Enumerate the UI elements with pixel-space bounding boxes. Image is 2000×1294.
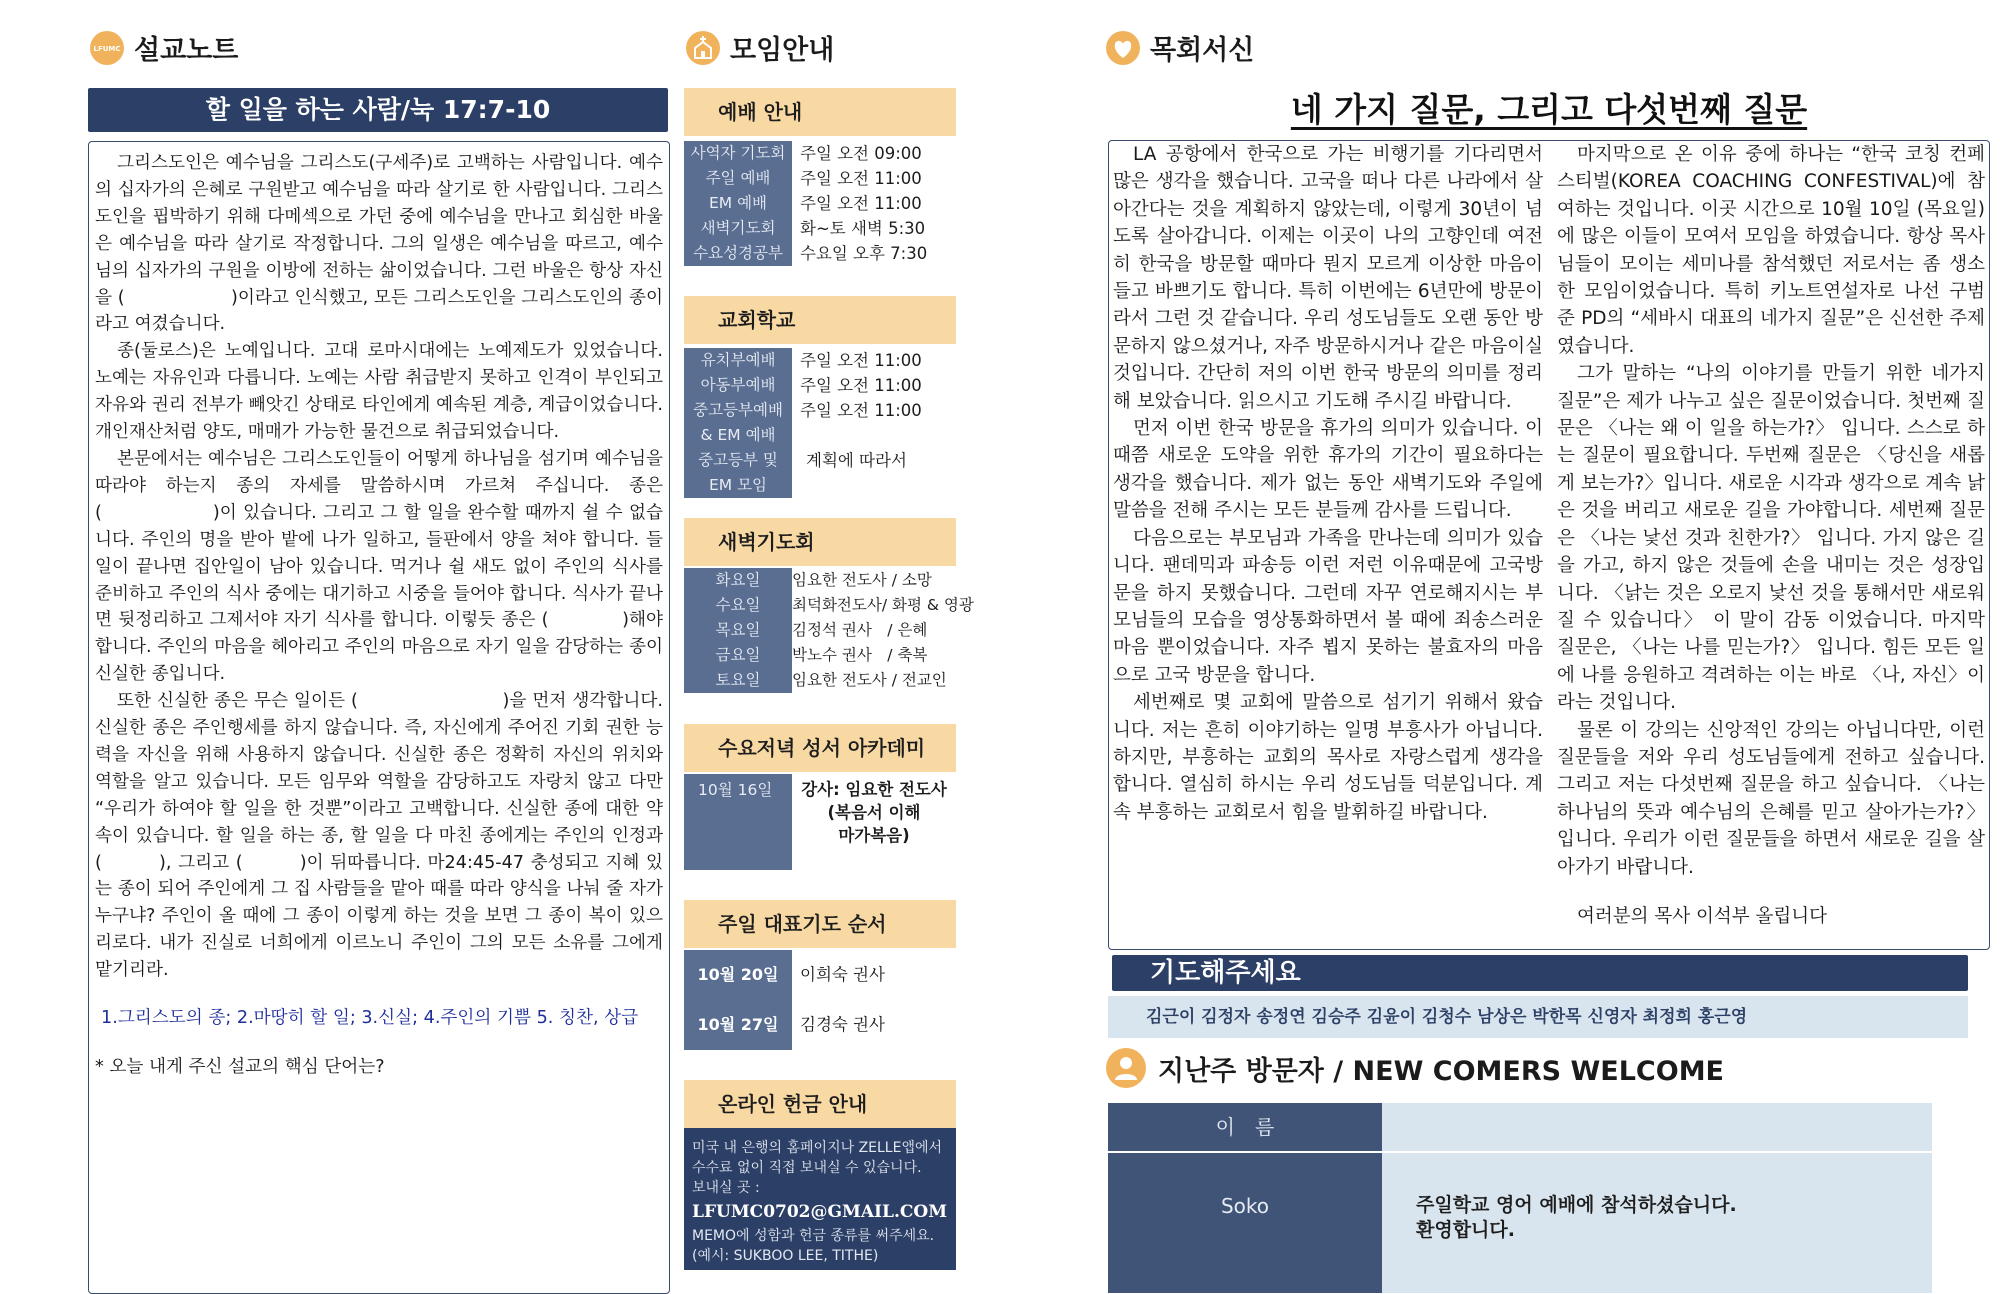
rep-prayer-date: 10월 20일	[684, 950, 792, 1000]
sermon-notes-box	[88, 141, 670, 1294]
church-logo-icon	[90, 31, 124, 65]
sermon-key-answers: 1.그리스도의 종; 2.마땅히 할 일; 3.신실; 4.주인의 기쁨 5. 칭찬, 상급	[101, 1008, 639, 1029]
academy-date: 10월 16일	[684, 774, 792, 870]
pastor-letter-box	[1108, 140, 1990, 950]
school-row-label: 유치부예배	[684, 348, 792, 373]
worship-row-label: 사역자 기도회	[684, 141, 792, 166]
school-row-label: 아동부예배	[684, 373, 792, 398]
sermon-paragraph: 본문에서는 예수님은 그리스도인들이 어떻게 하나님을 섬기며 예수님을 따라야 하는지 종의 자세를 말씀하시며 가르쳐 주십니다. 종은 ( )이 있습니다. 그리고 그 할 일을 완수할 때까지 쉴 수 없습니다. 주인의 명을 받아 밭에 나가 일하고, 들판에서 양을 쳐야 합니다. 들일이 끝나면 집안일이 남아 있습니다. 먹거나 쉴 새도 없이 주인의 식사를 준비하고 주인의 식사 중에는 대기하고 시중을 들어야 합니다. 식사가 끝나면 뒷정리하고 그제서야 자기 식사를 합니다. 이렇듯 종은 ( )해야 합니다. 주인의 마음을 헤아리고 주인의 마음으로 자기 일을 감당하는 종이 신실한 종입니다.	[95, 448, 663, 685]
church-school-table	[684, 344, 956, 498]
sermon-paragraph: 또한 신실한 종은 무슨 일이든 ( )을 먼저 생각합니다. 신실한 종은 주인행세를 하지 않습니다. 즉, 자신에게 주어진 기회 권한 능력을 자신을 위해 사용하지 않습니다. 신실한 종은 정확히 자신의 위치와 역할을 알고 있습니다. 모든 임무와 역할을 감당하고도 자랑치 않고 다만 “우리가 하여야 할 일을 한 것뿐”이라고 고백합니다. 신실한 종에 대한 약속이 있습니다. 할 일을 하는 종, 할 일을 다 마친 종에게는 주인의 인정과 ( ), 그리고 ( )이 뒤따릅니다. 마24:45-47 충성되고 지혜 있는 종이 되어 주인에게 그 집 사람들을 맡아 때를 따라 양식을 나눠 줄 자가 누구냐? 주인이 올 때에 그 종이 이렇게 하는 것을 보면 그 종이 복이 있으리로다. 내가 진실로 너희에게 이르노니 주인이 그의 모든 소유를 그에게 맡기리라.	[95, 691, 663, 981]
letter-right-column	[1557, 141, 1985, 930]
worship-info-title: 예배 안내	[684, 88, 956, 136]
worship-row-label: 주일 예배	[684, 166, 792, 191]
prayer-request-header: 기도해주세요	[1112, 955, 1968, 991]
offering-info-panel	[684, 1128, 956, 1270]
offering-line: 미국 내 은행의 홈페이지나 ZELLE앱에서	[692, 1140, 943, 1156]
school-row-value: 주일 오전 11:00	[800, 351, 922, 370]
dawn-row-value: 임요한 전도사 / 전교인	[792, 671, 947, 689]
visitor-name: Soko	[1108, 1153, 1382, 1293]
offering-title: 온라인 헌금 안내	[684, 1080, 956, 1128]
rep-prayer-name: 김경숙 권사	[800, 1015, 885, 1034]
visitor-name-header-cell	[1382, 1103, 1932, 1151]
dawn-row-value: 김정석 권사 / 은혜	[792, 621, 928, 639]
rep-prayer-date: 10월 27일	[684, 1000, 792, 1050]
letter-paragraph: 세번째로 몇 교회에 말씀으로 섬기기 위해서 왔습니다. 저는 흔히 이야기하는 일명 부흥사가 아닙니다. 하지만, 부흥하는 교회의 목사로 자랑스럽게 생각을 합니다. 열심히 하시는 우리 성도님들 덕분입니다. 계속 부흥하는 교회로서 힘을 발휘하길 바랍니다.	[1113, 692, 1543, 823]
sermon-paragraph: 그리스도인은 예수님을 그리스도(구세주)로 고백하는 사람입니다. 예수의 십자가의 은혜로 구원받고 예수님을 따라 살기로 한 사람입니다. 그리스도인을 핍박하기 위해 다메섹으로 가던 중에 예수님을 만나고 회심한 바울은 예수님을 따라 살기로 작정합니다. 그의 일생은 예수님을 따르고, 예수님의 십자가의 구원을 이방에 전하는 삶이었습니다. 그런 바울은 항상 자신을 ( )이라고 인식했고, 모든 그리스도인을 그리스도인의 종이라고 여겼습니다.	[95, 153, 663, 335]
academy-speaker: 강사: 임요한 전도사	[801, 780, 947, 799]
academy-details	[792, 774, 956, 870]
offering-line: 보내실 곳 :	[692, 1180, 760, 1196]
academy-title: 수요저녁 성서 아카데미	[684, 724, 956, 772]
visitor-name-label: 이 름	[1108, 1103, 1382, 1151]
letter-paragraph: 그가 말하는 “나의 이야기를 만들기 위한 네가지 질문”은 제가 나누고 싶은 질문이었습니다. 첫번째 질문은 〈나는 왜 이 일을 하는가?〉 입니다. 스스로 하는 질문이 필요합니다. 두번째 질문은 〈당신을 새롭게 보는가?〉입니다. 새로운 시각과 생각으로 계속 낡은 것을 버리고 새로운 길을 가야합니다. 세번째 질문은 〈나는 낯선 것과 친한가?〉 입니다. 가지 않은 길을 가고, 하지 않은 것들에 손을 내미는 것은 성장입니다. 〈낡는 것은 오로지 낯선 것을 통해서만 새로워질 수 있습니다〉 이 말이 감동 이었습니다. 마지막 질문은, 〈나는 나를 믿는가?〉 입니다. 힘든 모든 일에 나를 응원하고 격려하는 이는 바로 〈나, 자신〉이라는 것입니다.	[1557, 363, 1985, 714]
pastor-section-header	[1106, 28, 1254, 67]
sermon-title: 할 일을 하는 사람/눅 17:7-10	[88, 88, 668, 132]
worship-info-table	[684, 136, 956, 266]
school-row-value: 주일 오전 11:00	[800, 401, 922, 420]
dawn-row-value: 박노수 권사 / 축복	[792, 646, 928, 664]
dawn-row-value: 최덕화전도사/ 화평 & 영광	[792, 596, 974, 614]
meeting-header-text: 모임안내	[730, 35, 835, 66]
meeting-section-header	[686, 28, 834, 67]
worship-info-block	[684, 88, 956, 266]
worship-row-value: 수요일 오후 7:30	[800, 244, 928, 263]
heart-icon	[1106, 31, 1140, 65]
visitor-table	[1108, 1103, 1932, 1293]
visitor-message	[1382, 1153, 1932, 1293]
dawn-prayer-block	[684, 518, 974, 693]
academy-topic-book: 마가복음)	[838, 826, 910, 845]
academy-block	[684, 724, 956, 870]
rep-prayer-name: 이희숙 권사	[800, 965, 885, 984]
school-row-value: 계획에 따라서	[806, 451, 907, 470]
church-building-icon	[686, 31, 720, 65]
worship-row-value: 주일 오전 11:00	[800, 194, 922, 213]
sermon-key-question: * 오늘 내게 주신 설교의 핵심 단어는?	[95, 1057, 385, 1078]
church-school-title: 교회학교	[684, 296, 956, 344]
school-row-label: 중고등부예배	[684, 398, 792, 423]
worship-row-label: 새벽기도회	[684, 216, 792, 241]
school-row-label: 중고등부 및	[684, 448, 792, 473]
school-row-label: & EM 예배	[684, 423, 792, 448]
person-icon	[1106, 1048, 1146, 1088]
rep-prayer-block	[684, 900, 956, 1050]
dawn-row-label: 금요일	[684, 643, 792, 668]
letter-signature: 여러분의 목사 이석부 올립니다	[1577, 905, 1827, 927]
dawn-prayer-title: 새벽기도회	[684, 518, 956, 566]
sermon-header-text: 설교노트	[134, 35, 239, 66]
rep-prayer-table	[684, 950, 956, 1050]
worship-row-value: 주일 오전 09:00	[800, 144, 922, 163]
prayer-request-names: 김근이 김정자 송정연 김승주 김윤이 김청수 남상은 박한목 신영자 최정희 홍근영	[1108, 996, 1968, 1038]
academy-table	[684, 774, 956, 870]
letter-paragraph: 다음으로는 부모님과 가족을 만나는데 의미가 있습니다. 팬데믹과 파송등 이런 저런 이유때문에 고국방문을 하지 못했습니다. 그런데 자꾸 연로해지시는 부모님들의 모습을 영상통화하면서 볼 때에 죄송스러운 마음 뿐이었습니다. 자주 뵙지 못하는 불효자의 마음으로 고국 방문을 합니다.	[1113, 527, 1543, 686]
offering-line: MEMO에 성함과 헌금 종류를 써주세요.	[692, 1228, 935, 1244]
worship-row-value: 주일 오전 11:00	[800, 169, 922, 188]
dawn-row-label: 목요일	[684, 618, 792, 643]
dawn-row-label: 토요일	[684, 668, 792, 693]
worship-row-value: 화~토 새벽 5:30	[800, 219, 926, 238]
letter-paragraph: 물론 이 강의는 신앙적인 강의는 아닙니다만, 이런 질문들을 저와 우리 성도님들에게 전하고 싶습니다. 그리고 저는 다섯번째 질문을 하고 싶습니다. 〈나는 하나님의 뜻과 예수님의 은혜를 믿고 살아가는가?〉입니다. 우리가 이런 질문들을 하면서 새로운 길을 살아가기 바랍니다.	[1557, 719, 1985, 878]
svg-text:LFUMC: LFUMC	[93, 44, 121, 53]
school-row-label: EM 모임	[684, 473, 792, 498]
offering-line: (예시: SUKBOO LEE, TITHE)	[692, 1248, 879, 1264]
worship-row-label: EM 예배	[684, 191, 792, 216]
pastor-header-text: 목회서신	[1150, 35, 1255, 66]
school-row-value: 주일 오전 11:00	[800, 376, 922, 395]
rep-prayer-title: 주일 대표기도 순서	[684, 900, 956, 948]
dawn-row-label: 수요일	[684, 593, 792, 618]
dawn-prayer-table	[684, 566, 974, 693]
letter-paragraph: LA 공항에서 한국으로 가는 비행기를 기다리면서 많은 생각을 했습니다. 고국을 떠나 다른 나라에서 살아간다는 것을 계획하지 않았는데, 이렇게 30년이 넘도록 살아갑니다. 이제는 이곳이 나의 고향인데 여전히 한국을 방문할 때마다 뭔지 모르게 이상한 마음이 들고 바쁘기도 합니다. 특히 이번에는 6년만에 방문이라서 그런 것 같습니다. 우리 성도님들도 오랜 동안 방문하지 않으셨거나, 자주 방문하시거나 같은 마음이실 것입니다. 간단히 저의 이번 한국 방문의 의미를 정리해 보았습니다. 읽으시고 기도해 주시길 바랍니다.	[1113, 144, 1543, 412]
letter-left-column	[1113, 141, 1543, 826]
worship-row-label: 수요성경공부	[684, 241, 792, 266]
school-row-value	[792, 423, 956, 448]
visitor-section-header	[1106, 1048, 1724, 1088]
visitor-header-text: 지난주 방문자 / NEW COMERS WELCOME	[1158, 1055, 1725, 1087]
sermon-section-header	[90, 28, 238, 67]
visitor-message-line: 환영합니다.	[1416, 1219, 1515, 1241]
church-school-block	[684, 296, 956, 498]
dawn-row-value: 임요한 전도사 / 소망	[792, 571, 932, 589]
academy-topic: (복음서 이해	[827, 803, 921, 822]
school-row-value	[792, 473, 956, 498]
dawn-row-label: 화요일	[684, 568, 792, 593]
offering-email: LFUMC0702@GMAIL.COM	[692, 1202, 948, 1222]
pastor-letter-title: 네 가지 질문, 그리고 다섯번째 질문	[1290, 90, 1808, 129]
offering-block	[684, 1080, 956, 1270]
sermon-paragraph: 종(둘로스)은 노예입니다. 고대 로마시대에는 노예제도가 있었습니다. 노예는 자유인과 다릅니다. 노예는 사람 취급받지 못하고 인격이 부인되고 자유와 권리 전부가 빼앗긴 상태로 타인에게 예속된 계층, 계급이었습니다. 개인재산처럼 양도, 매매가 가능한 물건으로 취급되었습니다.	[95, 341, 663, 443]
letter-paragraph: 마지막으로 온 이유 중에 하나는 “한국 코칭 컨페스티벌(KOREA COACHING CONFESTIVAL)에 참여하는 것입니다. 이곳 시간으로 10월 10일 (목요일)에 많은 이들이 모여서 모임을 하였습니다. 항상 목사님들이 모이는 세미나를 참석했던 저로서는 좀 생소한 모임이었습니다. 특히 키노트연설자로 나선 구범준 PD의 “세바시 대표의 네가지 질문”은 신선한 주제였습니다.	[1557, 144, 1985, 357]
visitor-message-line: 주일학교 영어 예배에 참석하셨습니다.	[1416, 1194, 1737, 1216]
offering-line: 수수료 없이 직접 보내실 수 있습니다.	[692, 1160, 922, 1176]
letter-paragraph: 먼저 이번 한국 방문을 휴가의 의미가 있습니다. 이때쯤 새로운 도약을 위한 휴가의 기간이 필요하다는 생각을 했습니다. 제가 없는 동안 새벽기도와 주일에 말씀을 전해 주시는 모든 분들께 감사를 드립니다.	[1113, 418, 1543, 522]
